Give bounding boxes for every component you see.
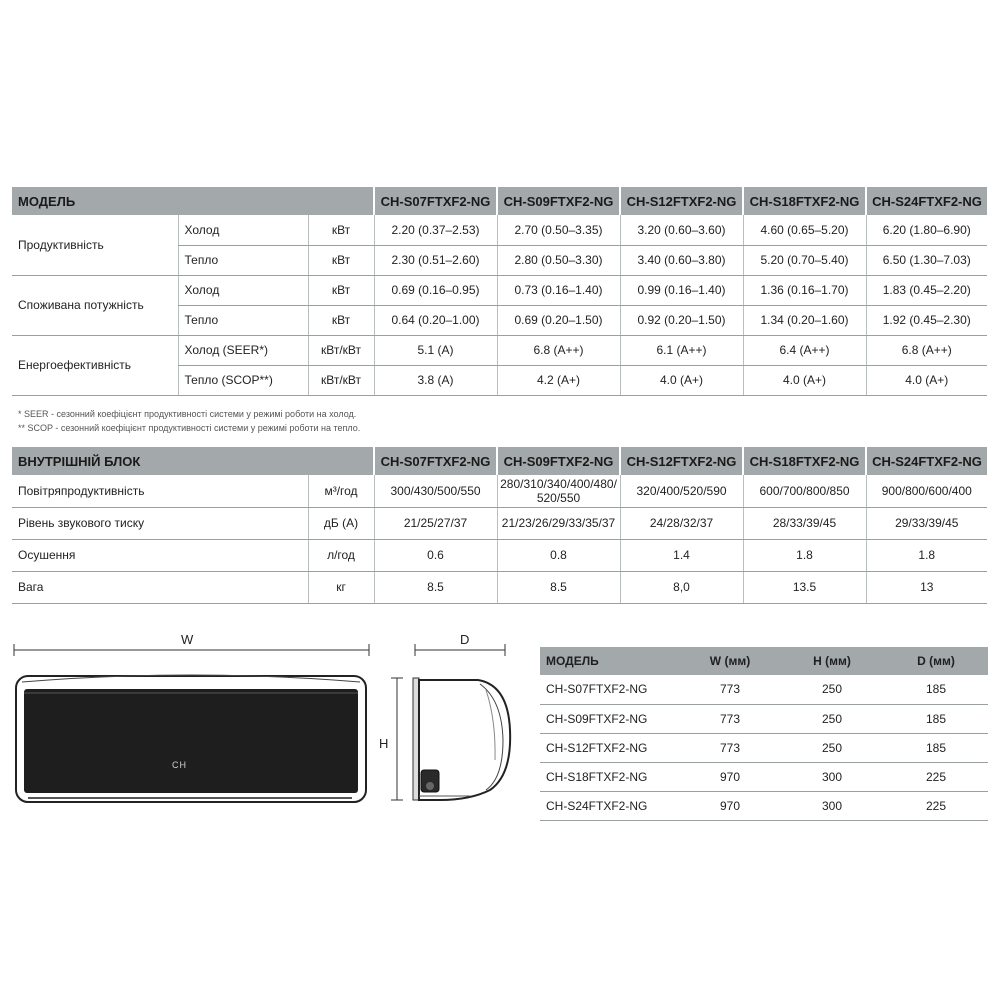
value-cell: 1.8: [743, 539, 866, 571]
dims-depth-cell: 185: [884, 733, 988, 762]
dimensions-table: [540, 647, 988, 821]
sub-label: Холод: [178, 275, 308, 305]
unit-cell: кВт/кВт: [308, 335, 374, 365]
value-cell: 1.34 (0.20–1.60): [743, 305, 866, 335]
value-cell: 2.20 (0.37–2.53): [374, 215, 497, 245]
value-cell: 4.0 (A+): [620, 365, 743, 395]
footnote-seer: * SEER - сезонний коефіцієнт продуктивності системи у режимі роботи на холод.: [18, 409, 357, 419]
value-cell: 1.36 (0.16–1.70): [743, 275, 866, 305]
unit-cell: кВт: [308, 245, 374, 275]
value-cell: 3.20 (0.60–3.60): [620, 215, 743, 245]
value-cell: 1.92 (0.45–2.30): [866, 305, 987, 335]
value-cell: 320/400/520/590: [620, 475, 743, 507]
brand-logo: CH: [172, 760, 187, 770]
value-cell: 0.8: [497, 539, 620, 571]
dims-depth-cell: 185: [884, 704, 988, 733]
value-cell: 6.1 (A++): [620, 335, 743, 365]
model-column-header: CH-S24FTXF2-NG: [866, 187, 987, 215]
unit-cell: кВт: [308, 305, 374, 335]
model-column-header: CH-S18FTXF2-NG: [743, 447, 866, 475]
unit-cell: кВт/кВт: [308, 365, 374, 395]
value-cell: 1.4: [620, 539, 743, 571]
row-label: Осушення: [12, 539, 308, 571]
dims-height-cell: 250: [780, 704, 884, 733]
dims-depth-cell: 185: [884, 675, 988, 704]
dims-depth-cell: 225: [884, 791, 988, 820]
value-cell: 0.64 (0.20–1.00): [374, 305, 497, 335]
value-cell: 4.2 (A+): [497, 365, 620, 395]
unit-cell: кг: [308, 571, 374, 603]
value-cell: 6.8 (A++): [497, 335, 620, 365]
value-cell: 6.8 (A++): [866, 335, 987, 365]
row-label: Вага: [12, 571, 308, 603]
value-cell: 1.8: [866, 539, 987, 571]
value-cell: 900/800/600/400: [866, 475, 987, 507]
value-cell: 13: [866, 571, 987, 603]
value-cell: 4.60 (0.65–5.20): [743, 215, 866, 245]
dims-depth-header: D (мм): [884, 647, 988, 675]
model-column-header: CH-S18FTXF2-NG: [743, 187, 866, 215]
depth-dimension-label: D: [460, 632, 470, 647]
group-label: Споживана потужність: [12, 275, 178, 335]
dims-width-cell: 970: [680, 762, 780, 791]
unit-cell: кВт: [308, 215, 374, 245]
dims-width-cell: 773: [680, 675, 780, 704]
dims-width-cell: 773: [680, 733, 780, 762]
dims-model-cell: CH-S18FTXF2-NG: [540, 762, 680, 791]
row-label: Повітряпродуктивність: [12, 475, 308, 507]
value-cell: 0.73 (0.16–1.40): [497, 275, 620, 305]
unit-cell: кВт: [308, 275, 374, 305]
value-cell: 5.1 (A): [374, 335, 497, 365]
value-cell: 0.92 (0.20–1.50): [620, 305, 743, 335]
dims-width-header: W (мм): [680, 647, 780, 675]
dims-model-cell: CH-S07FTXF2-NG: [540, 675, 680, 704]
value-cell: 13.5: [743, 571, 866, 603]
value-cell: 600/700/800/850: [743, 475, 866, 507]
value-cell: 3.8 (A): [374, 365, 497, 395]
model-column-header: CH-S07FTXF2-NG: [374, 187, 497, 215]
model-column-header: CH-S24FTXF2-NG: [866, 447, 987, 475]
value-cell: 8.5: [497, 571, 620, 603]
value-cell: 21/25/27/37: [374, 507, 497, 539]
value-cell: 4.0 (A+): [743, 365, 866, 395]
value-cell: 28/33/39/45: [743, 507, 866, 539]
dims-model-cell: CH-S24FTXF2-NG: [540, 791, 680, 820]
dimensions-header-row: [540, 647, 988, 675]
sub-label: Холод: [178, 215, 308, 245]
value-cell: 24/28/32/37: [620, 507, 743, 539]
dims-height-cell: 250: [780, 733, 884, 762]
indoor-unit-header: ВНУТРІШНІЙ БЛОК: [12, 447, 374, 475]
value-cell: 3.40 (0.60–3.80): [620, 245, 743, 275]
footnote-scop: ** SCOP - сезонний коефіцієнт продуктивності системи у режимі роботи на тепло.: [18, 423, 361, 433]
value-cell: 300/430/500/550: [374, 475, 497, 507]
dims-height-cell: 300: [780, 791, 884, 820]
dims-height-header: H (мм): [780, 647, 884, 675]
value-cell: 2.80 (0.50–3.30): [497, 245, 620, 275]
value-cell: 2.70 (0.50–3.35): [497, 215, 620, 245]
value-cell: 6.4 (A++): [743, 335, 866, 365]
value-cell: 8.5: [374, 571, 497, 603]
value-cell: 6.50 (1.30–7.03): [866, 245, 987, 275]
value-cell: 0.6: [374, 539, 497, 571]
sub-label: Тепло: [178, 245, 308, 275]
value-cell: 8,0: [620, 571, 743, 603]
table-row: [540, 791, 988, 820]
value-cell: 29/33/39/45: [866, 507, 987, 539]
model-column-header: CH-S12FTXF2-NG: [620, 187, 743, 215]
dims-depth-cell: 225: [884, 762, 988, 791]
unit-cell: дБ (А): [308, 507, 374, 539]
value-cell: 280/310/340/400/480/ 520/550: [497, 475, 620, 507]
sub-label: Тепло: [178, 305, 308, 335]
table-row: [540, 675, 988, 704]
dims-model-cell: CH-S09FTXF2-NG: [540, 704, 680, 733]
dims-height-cell: 250: [780, 675, 884, 704]
group-label: Енергоефективність: [12, 335, 178, 395]
height-dimension-label: H: [379, 736, 389, 751]
unit-cell: л/год: [308, 539, 374, 571]
unit-cell: м³/год: [308, 475, 374, 507]
dims-height-cell: 300: [780, 762, 884, 791]
dims-width-cell: 773: [680, 704, 780, 733]
dims-model-cell: CH-S12FTXF2-NG: [540, 733, 680, 762]
table-row: [540, 704, 988, 733]
model-column-header: CH-S07FTXF2-NG: [374, 447, 497, 475]
value-cell: 6.20 (1.80–6.90): [866, 215, 987, 245]
value-cell: 0.69 (0.20–1.50): [497, 305, 620, 335]
dims-width-cell: 970: [680, 791, 780, 820]
table-row: [540, 733, 988, 762]
value-cell: 0.69 (0.16–0.95): [374, 275, 497, 305]
table-row: [540, 762, 988, 791]
model-column-header: CH-S09FTXF2-NG: [497, 447, 620, 475]
value-cell: 1.83 (0.45–2.20): [866, 275, 987, 305]
group-label: Продуктивність: [12, 215, 178, 275]
row-label: Рівень звукового тиску: [12, 507, 308, 539]
model-header: МОДЕЛЬ: [12, 187, 374, 215]
model-column-header: CH-S09FTXF2-NG: [497, 187, 620, 215]
value-cell: 2.30 (0.51–2.60): [374, 245, 497, 275]
sub-label: Тепло (SCOP**): [178, 365, 308, 395]
sub-label: Холод (SEER*): [178, 335, 308, 365]
value-cell: 0.99 (0.16–1.40): [620, 275, 743, 305]
width-dimension-label: W: [181, 632, 194, 647]
value-cell: 4.0 (A+): [866, 365, 987, 395]
model-column-header: CH-S12FTXF2-NG: [620, 447, 743, 475]
value-cell: 5.20 (0.70–5.40): [743, 245, 866, 275]
dims-model-header: МОДЕЛЬ: [540, 647, 680, 675]
value-cell: 21/23/26/29/33/35/37: [497, 507, 620, 539]
